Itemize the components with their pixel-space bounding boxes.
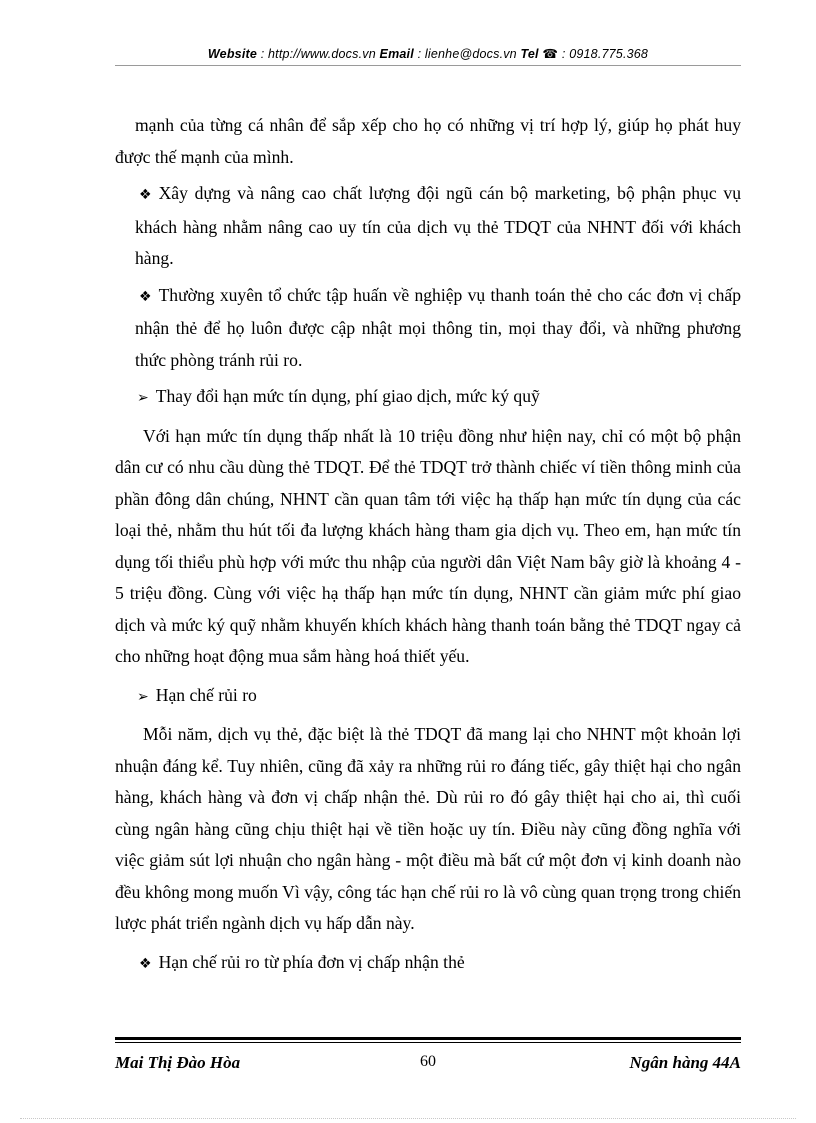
page-footer xyxy=(115,1053,741,1077)
bullet-text: Xây dựng và nâng cao chất lượng đội ngũ cán bộ marketing, bộ phận phục vụ khách hàng nhằm nâng cao uy tín của dịch vụ thẻ TDQT của NHNT đối với khách hàng. xyxy=(135,183,741,268)
footer-divider-thick xyxy=(115,1037,741,1040)
diamond-bullet-icon: ❖ xyxy=(139,187,152,203)
tel-label: Tel xyxy=(520,47,539,61)
arrow-bullet-icon: ➢ xyxy=(137,688,149,705)
phone-icon: ☎ xyxy=(542,47,559,61)
bullet-text: Hạn chế rủi ro từ phía đơn vị chấp nhận thẻ xyxy=(158,951,465,972)
bullet-item-marketing xyxy=(115,178,741,280)
bullet-text: Thường xuyên tổ chức tập huấn về nghiệp vụ thanh toán thẻ cho các đơn vị chấp nhận thẻ để họ luôn được cập nhật mọi thông tin, mọi thay đổi, và những phương thức phòng tránh rủi ro. xyxy=(135,284,741,370)
email-label: Email xyxy=(379,47,414,61)
page-header xyxy=(115,46,741,61)
website-label: Website xyxy=(207,47,258,61)
paragraph-continuation: mạnh của từng cá nhân để sắp xếp cho họ có những vị trí hợp lý, giúp họ phát huy được thế mạnh của mình. xyxy=(115,115,741,167)
page-body xyxy=(115,110,741,985)
footer-divider-thin xyxy=(115,1042,741,1043)
email-value: : lienhe@docs.vn xyxy=(413,47,521,61)
bullet-item-merchant-risk xyxy=(115,947,741,986)
website-value: : http://www.docs.vn xyxy=(257,47,380,61)
tel-value: : 0918.775.368 xyxy=(558,47,649,61)
subheading-text: Thay đổi hạn mức tín dụng, phí giao dịch, mức ký quỹ xyxy=(155,386,540,406)
header-divider xyxy=(115,65,741,66)
footer-author: Mai Thị Đào Hòa xyxy=(115,1053,241,1072)
footer-class: Ngân hàng 44A xyxy=(629,1053,741,1072)
subheading-credit-limit xyxy=(115,381,741,421)
subheading-text: Hạn chế rủi ro xyxy=(155,684,257,705)
subheading-risk xyxy=(115,680,741,720)
bullet-item-training xyxy=(115,280,741,382)
diamond-bullet-icon: ❖ xyxy=(139,955,152,972)
diamond-bullet-icon: ❖ xyxy=(139,288,152,305)
paragraph-credit-limit: Với hạn mức tín dụng thấp nhất là 10 triệu đồng như hiện nay, chỉ có một bộ phận dân cư có nhu cầu dùng thẻ TDQT. Để thẻ TDQT trở thành chiếc ví tiền thông minh của phần đông dân chúng, NHNT cần quan tâm tới việc hạ thấp hạn mức tín dụng của các loại thẻ, nhằm thu hút tối đa lượng khách hàng tham gia dịch vụ. Theo em, hạn mức tín dụng tối thiểu phù hợp với mức thu nhập của người dân Việt Nam bây giờ là khoảng 4 - 5 triệu đồng. Cùng với việc hạ thấp hạn mức tín dụng, NHNT cần giảm mức phí giao dịch và mức ký quỹ nhằm khuyến khích khách hàng thanh toán bằng thẻ TDQT ngay cả cho những hoạt động mua sắm hàng hoá thiết yếu. xyxy=(115,425,741,666)
paragraph-risk: Mỗi năm, dịch vụ thẻ, đặc biệt là thẻ TDQT đã mang lại cho NHNT một khoản lợi nhuận đáng kể. Tuy nhiên, cũng đã xảy ra những rủi ro đáng tiếc, gây thiệt hại cho ngân hàng, khách hàng và đơn vị chấp nhận thẻ. Dù rủi ro đó gây thiệt hại cho ai, thì cuối cùng ngân hàng cũng chịu thiệt hại về tiền hoặc uy tín. Điều này cũng đồng nghĩa với việc giảm sút lợi nhuận cho ngân hàng - một điều mà bất cứ một đơn vị kinh doanh nào đều không mong muốn Vì vậy, công tác hạn chế rủi ro là vô cùng quan trọng trong chiến lược phát triển ngành dịch vụ hấp dẫn này. xyxy=(115,724,741,933)
arrow-bullet-icon: ➢ xyxy=(137,390,149,406)
page-number: 60 xyxy=(420,1053,436,1070)
page-edge-divider xyxy=(20,1118,796,1119)
